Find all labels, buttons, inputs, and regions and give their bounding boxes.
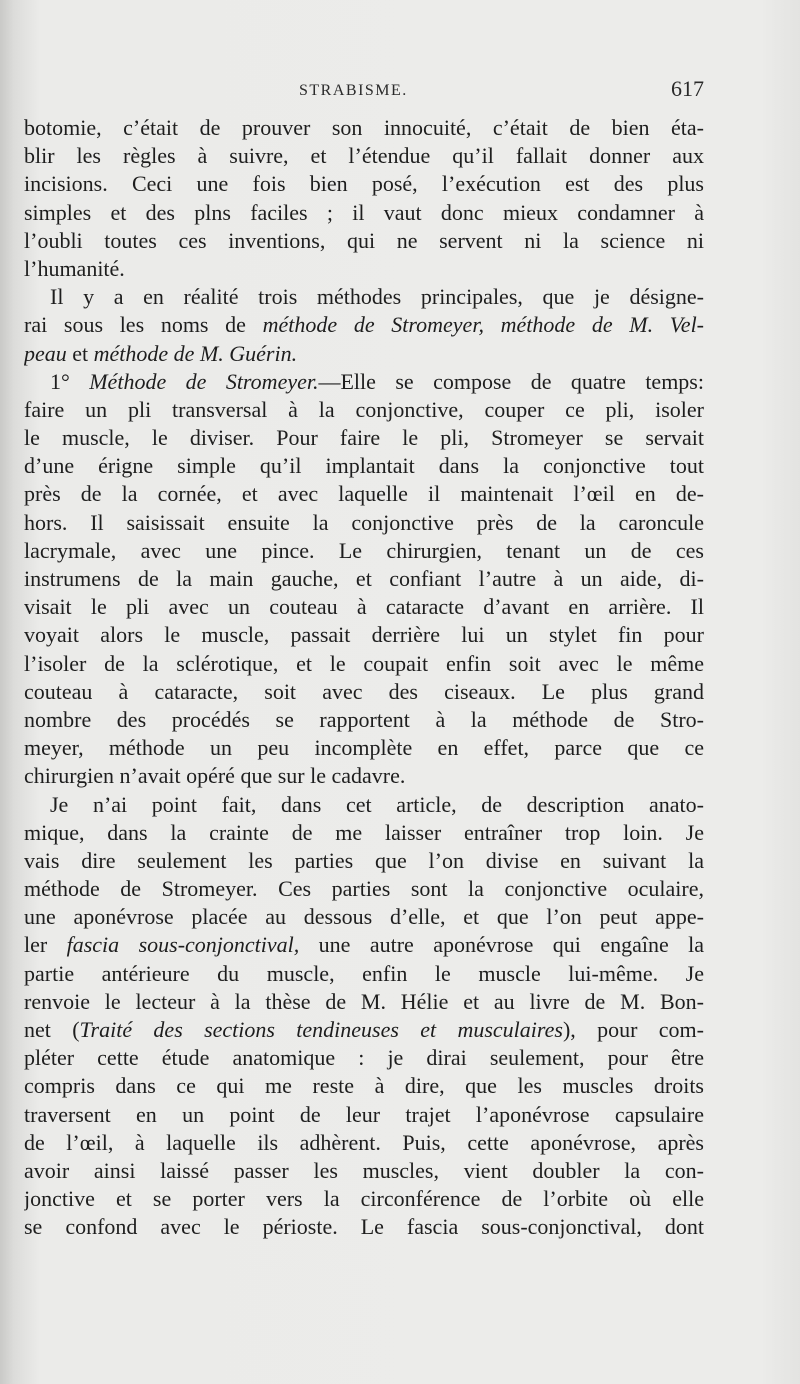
text-span: ler: [24, 932, 67, 958]
text-line: voyait alors le muscle, passait derrière lui un stylet fin pour: [24, 622, 704, 648]
text-line: Il y a en réalité trois méthodes principales, que je désigne-: [50, 284, 704, 310]
text-line: Je n’ai point fait, dans cet article, de description anato-: [50, 791, 704, 817]
text-line: [24, 931, 704, 959]
text-line: meyer, méthode un peu incomplète en effet, parce que ce: [24, 735, 704, 761]
text-line: traversent en un point de leur trajet l’aponévrose capsulaire: [24, 1101, 704, 1127]
body-text: [24, 114, 704, 1242]
text-line: [24, 311, 704, 339]
text-line: l’isoler de la sclérotique, et le coupait enfin soit avec le même: [24, 650, 704, 676]
text-span: une autre aponévrose qui engaîne la: [299, 932, 704, 958]
text-span: net (: [24, 1017, 80, 1042]
text-line: partie antérieure du muscle, enfin le muscle lui-même. Je: [24, 960, 704, 986]
text-line: de l’œil, à laquelle ils adhèrent. Puis, cette aponévrose, après: [24, 1129, 704, 1155]
text-line: nombre des procédés se rapportent à la méthode de Stro-: [24, 706, 704, 732]
text-line: blir les règles à suivre, et l’étendue qu’il fallait donner aux: [24, 143, 704, 169]
text-line: jonctive et se porter vers la circonférence de l’orbite où elle: [24, 1186, 704, 1212]
italic-span: Méthode de Stromeyer.: [89, 368, 319, 394]
italic-span: fascia sous-conjonctival,: [66, 932, 300, 958]
text-line: [24, 1016, 704, 1044]
text-line: se confond avec le périoste. Le fascia sous-conjonctival, dont: [24, 1214, 704, 1240]
text-line: renvoie le lecteur à la thèse de M. Hélie et au livre de M. Bon-: [24, 988, 704, 1014]
text-line: incisions. Ceci une fois bien posé, l’exécution est des plus: [24, 171, 704, 197]
page-header: [24, 78, 704, 106]
text-line: faire un pli transversal à la conjonctive, couper ce pli, isoler: [24, 396, 704, 422]
text-span: rai sous les noms de: [24, 312, 263, 338]
text-line: compris dans ce qui me reste à dire, que les muscles droits: [24, 1073, 704, 1099]
text-line: chirurgien n’avait opéré que sur le cadavre.: [24, 763, 406, 789]
text-span: 1°: [50, 368, 90, 394]
text-line: instrumens de la main gauche, et confiant l’autre à un aide, di-: [24, 566, 704, 591]
text-span: —Elle se compose de quatre temps:: [318, 368, 704, 394]
text-line: visait le pli avec un couteau à cataracte d’avant en arrière. Il: [24, 594, 704, 620]
text-line: le muscle, le diviser. Pour faire le pli, Stromeyer se servait: [24, 425, 704, 451]
text-line: mique, dans la crainte de me laisser entraîner trop loin. Je: [24, 819, 704, 845]
text-span: ), pour com-: [562, 1017, 704, 1042]
italic-span: Traité des sections tendineuses et musculaires: [79, 1017, 563, 1042]
text-line: couteau à cataracte, soit avec des ciseaux. Le plus grand: [24, 678, 704, 704]
running-head: STRABISME.: [299, 82, 408, 99]
text-line: botomie, c’était de prouver son innocuité, c’était de bien éta-: [24, 115, 704, 140]
text-line: [24, 368, 704, 396]
text-line: simples et des plns faciles ; il vaut donc mieux condamner à: [24, 199, 704, 225]
text-line: l’humanité.: [24, 255, 125, 281]
text-line: près de la cornée, et avec laquelle il maintenait l’œil en de-: [24, 481, 704, 507]
text-line: une aponévrose placée au dessous d’elle, et que l’on peut appe-: [24, 904, 704, 930]
text-line: [24, 340, 704, 368]
text-line: l’oubli toutes ces inventions, qui ne servent ni la science ni: [24, 227, 704, 253]
text-line: hors. Il saisissait ensuite la conjonctive près de la caroncule: [24, 509, 704, 535]
text-line: d’une érigne simple qu’il implantait dans la conjonctive tout: [24, 453, 704, 479]
italic-span: méthode de M. Guérin.: [93, 340, 298, 366]
italic-span: peau: [24, 340, 67, 366]
text-line: vais dire seulement les parties que l’on divise en suivant la: [24, 847, 704, 873]
text-line: pléter cette étude anatomique : je dirai seulement, pour être: [24, 1045, 704, 1071]
text-span: et: [66, 340, 94, 366]
italic-span: méthode de Stromeyer, méthode de M. Vel-: [262, 312, 704, 338]
text-line: lacrymale, avec une pince. Le chirurgien, tenant un de ces: [24, 537, 704, 563]
text-line: méthode de Stromeyer. Ces parties sont la conjonctive oculaire,: [24, 876, 704, 902]
text-line: avoir ainsi laissé passer les muscles, vient doubler la con-: [24, 1157, 704, 1183]
page-number: 617: [671, 76, 704, 101]
